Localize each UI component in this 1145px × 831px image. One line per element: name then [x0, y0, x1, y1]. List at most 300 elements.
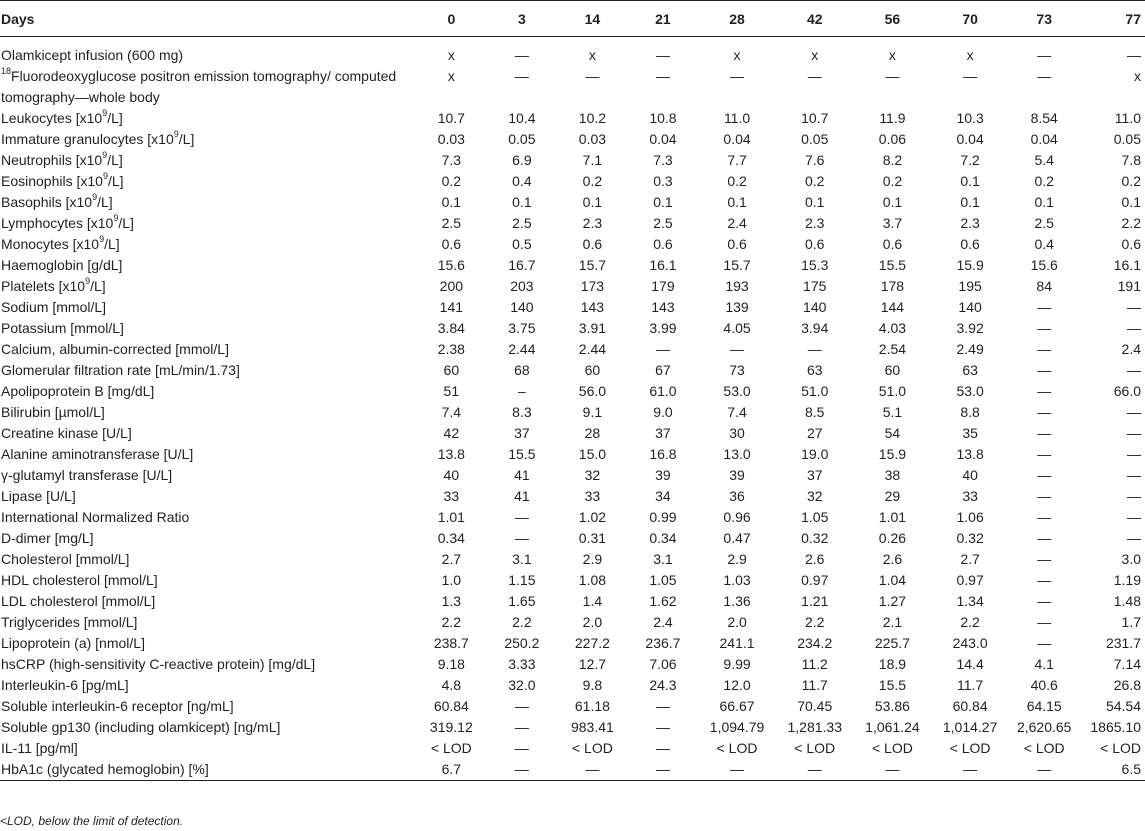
table-cell: 66.67	[719, 697, 755, 714]
table-row	[0, 423, 1145, 444]
table-cell: 15.3	[801, 256, 829, 273]
table-cell: 73	[729, 361, 745, 378]
table-cell: 60.84	[433, 697, 469, 714]
table-cell: 225.7	[874, 634, 910, 651]
table-cell: 7.1	[582, 151, 603, 168]
table-cell: 0.6	[882, 235, 903, 252]
table-cell: 11.0	[1114, 109, 1141, 126]
table-cell: 203	[510, 277, 534, 294]
table-cell: 9.1	[582, 403, 603, 420]
table-cell: 1.3	[441, 592, 462, 609]
table-cell: —	[1127, 445, 1141, 462]
row-label	[0, 192, 416, 213]
table-row	[0, 486, 1145, 507]
table-cell: 3.7	[882, 214, 903, 231]
table-cell: —	[655, 46, 670, 63]
table-row	[0, 381, 1145, 402]
row-label	[0, 213, 416, 234]
table-cell: 1.01	[437, 508, 465, 525]
table-cell: 2.54	[878, 340, 907, 357]
table-cell: 33	[962, 487, 978, 504]
table-cell: 51.0	[878, 382, 907, 399]
table-cell: 9.0	[653, 403, 673, 420]
table-cell: —	[730, 340, 745, 357]
table-cell: 0.1	[960, 172, 980, 189]
table-cell: 1.36	[723, 592, 751, 609]
table-cell: 1.21	[801, 592, 829, 609]
table-cell: 2.44	[508, 340, 536, 357]
table-cell: 0.99	[649, 508, 677, 525]
table-cell: 0.6	[441, 235, 462, 252]
header-day: 73	[1009, 1, 1080, 37]
table-cell: 1.7	[1121, 613, 1141, 630]
table-cell: 2.38	[437, 340, 465, 357]
row-label: Triglycerides [mmol/L]	[1, 613, 138, 630]
table-row	[0, 465, 1145, 486]
table-cell: —	[1037, 487, 1052, 504]
table-cell: 2.0	[582, 613, 603, 630]
table-cell: 0.97	[956, 571, 984, 588]
table-cell: 27	[806, 424, 823, 441]
table-cell: 0.96	[723, 508, 751, 525]
table-cell: 0.32	[956, 529, 984, 546]
table-cell: 63	[806, 361, 823, 378]
row-label-text: Immature granulocytes [x10	[1, 130, 174, 147]
table-cell: —	[1037, 550, 1052, 567]
header-row	[0, 1, 1145, 37]
table-cell: < LOD	[949, 739, 991, 756]
table-cell: 30	[729, 424, 745, 441]
table-cell: 19.0	[801, 445, 829, 462]
table-cell: —	[854, 759, 932, 781]
row-label: D-dimer [mg/L]	[1, 529, 94, 546]
table-cell: —	[655, 340, 670, 357]
table-cell: 41	[514, 487, 530, 504]
table-cell: —	[1037, 529, 1052, 546]
table-cell: 4.8	[441, 676, 462, 693]
table-cell: 2.4	[1121, 340, 1141, 357]
table-cell: 250.2	[504, 634, 540, 651]
table-cell: 1.02	[578, 508, 607, 525]
table-cell: 15.0	[578, 445, 607, 462]
table-cell: 39	[729, 466, 745, 483]
table-cell: 2.4	[727, 214, 747, 231]
header-day: 0	[416, 1, 487, 37]
table-cell: 2.4	[653, 613, 673, 630]
table-cell: 1.08	[578, 571, 607, 588]
table-cell: 238.7	[433, 634, 469, 651]
table-cell: —	[514, 67, 529, 84]
table-cell: x	[811, 46, 819, 63]
table-cell: 200	[439, 277, 464, 294]
table-cell: 32	[584, 466, 601, 483]
table-cell: 193	[725, 277, 749, 294]
table-cell: 1,014.27	[942, 718, 998, 735]
table-cell: 61.0	[649, 382, 677, 399]
row-label-unit: /L]	[90, 277, 106, 294]
table-cell: 36	[729, 487, 745, 504]
table-cell: 35	[962, 424, 978, 441]
table-cell: 0.2	[882, 172, 903, 189]
table-cell: 0.04	[649, 130, 677, 147]
table-cell: 10.8	[649, 109, 677, 126]
table-cell: 7.8	[1121, 151, 1141, 168]
table-cell: 2.9	[727, 550, 747, 567]
table-cell: 141	[439, 298, 464, 315]
table-cell: 14.4	[956, 655, 984, 672]
table-row	[0, 675, 1145, 696]
table-cell: 18.9	[878, 655, 907, 672]
table-cell: 0.2	[1121, 172, 1141, 189]
table-cell: —	[1037, 403, 1052, 420]
table-cell: —	[1127, 508, 1141, 525]
row-label-prefix-superscript: 18	[1, 65, 12, 76]
table-cell: 29	[884, 487, 901, 504]
table-cell: 139	[725, 298, 749, 315]
table-cell: 26.8	[1113, 676, 1141, 693]
table-cell: 227.2	[574, 634, 610, 651]
row-label-superscript: 9	[85, 275, 91, 286]
table-cell: 6.5	[1079, 759, 1145, 781]
table-cell: x	[966, 46, 974, 63]
table-row	[0, 654, 1145, 675]
table-cell: 3.0	[1121, 550, 1141, 567]
table-cell: 32	[806, 487, 823, 504]
table-cell: 8.54	[1030, 109, 1058, 126]
table-cell: 7.4	[727, 403, 747, 420]
table-cell: —	[514, 718, 529, 735]
table-cell: 0.1	[441, 193, 462, 210]
table-row	[0, 738, 1145, 759]
table-cell: 3.84	[437, 319, 465, 336]
table-row	[0, 759, 1145, 781]
table-cell: —	[1037, 46, 1052, 63]
table-cell: —	[1127, 361, 1141, 378]
table-cell: 0.1	[512, 193, 532, 210]
table-cell: 12.0	[723, 676, 751, 693]
row-label-unit: /L]	[97, 193, 113, 210]
table-cell: 4.05	[723, 319, 751, 336]
table-cell: —	[931, 759, 1009, 781]
row-label-unit: /L]	[107, 172, 124, 189]
table-cell: 60	[443, 361, 460, 378]
table-row	[0, 66, 1145, 108]
table-cell: 33	[443, 487, 460, 504]
row-label: HDL cholesterol [mmol/L]	[1, 571, 158, 588]
table-row	[0, 507, 1145, 528]
table-cell: < LOD	[1023, 739, 1065, 756]
table-cell: —	[514, 697, 529, 714]
row-label-unit: /L]	[107, 151, 123, 168]
table-row	[0, 591, 1145, 612]
row-label-unit: /L]	[104, 235, 120, 252]
table-cell: 0.6	[653, 235, 673, 252]
table-cell: 0.05	[1113, 130, 1141, 147]
table-cell: 53.0	[956, 382, 984, 399]
table-cell: 0.2	[1034, 172, 1054, 189]
table-cell: 37	[806, 466, 823, 483]
table-cell: 1.48	[1113, 592, 1141, 609]
table-cell: 2.7	[441, 550, 462, 567]
table-cell: 0.47	[723, 529, 751, 546]
row-label-unit: /L]	[118, 214, 134, 231]
row-label	[0, 108, 416, 129]
table-cell: 0.04	[723, 130, 751, 147]
table-cell: 0.03	[578, 130, 607, 147]
row-label: Cholesterol [mmol/L]	[1, 550, 130, 567]
table-cell: 243.0	[952, 634, 988, 651]
header-day: 21	[628, 1, 699, 37]
table-row	[0, 234, 1145, 255]
header-day: 77	[1079, 1, 1145, 37]
table-cell: 11.0	[723, 109, 751, 126]
table-cell: —	[1037, 508, 1052, 525]
row-label	[0, 66, 416, 108]
table-cell: 13.0	[723, 445, 751, 462]
table-cell: 40.6	[1030, 676, 1058, 693]
table-cell: —	[655, 718, 670, 735]
table-row	[0, 276, 1145, 297]
table-cell: 0.04	[956, 130, 984, 147]
table-row	[0, 297, 1145, 318]
table-cell: 11.9	[879, 109, 906, 126]
row-label	[0, 150, 416, 171]
table-cell: 0.4	[512, 172, 532, 189]
table-cell: —	[1037, 445, 1052, 462]
table-cell: 15.7	[723, 256, 751, 273]
table-cell: —	[1127, 298, 1141, 315]
row-label-superscript: 9	[102, 107, 108, 118]
table-cell: 140	[803, 298, 827, 315]
table-cell: 7.2	[960, 151, 980, 168]
table-cell: —	[1127, 466, 1141, 483]
row-label-superscript: 9	[102, 149, 108, 160]
table-cell: 178	[880, 277, 905, 294]
table-cell: 37	[514, 424, 530, 441]
table-cell: 3.92	[956, 319, 984, 336]
table-cell: 7.7	[727, 151, 747, 168]
row-label: Soluble gp130 (including olamkicept) [ng/mL]	[1, 718, 281, 735]
table-cell: 2.3	[805, 214, 825, 231]
table-cell: —	[807, 340, 822, 357]
row-label: Haemoglobin [g/dL]	[1, 256, 123, 273]
table-cell: —	[655, 697, 670, 714]
table-cell: 3.75	[508, 319, 536, 336]
table-cell: < LOD	[430, 739, 472, 756]
table-cell: 67	[655, 361, 671, 378]
table-cell: 15.5	[878, 256, 907, 273]
row-label	[0, 171, 416, 192]
table-cell: 42	[443, 424, 460, 441]
table-cell: —	[885, 67, 900, 84]
table-cell: —	[1127, 424, 1141, 441]
table-cell: x	[1134, 67, 1141, 84]
row-label: Bilirubin [µmol/L]	[1, 403, 105, 420]
table-cell: 191	[1117, 277, 1141, 294]
header-days-label: Days	[0, 1, 416, 37]
table-cell: 10.7	[801, 109, 829, 126]
table-cell: —	[514, 529, 529, 546]
table-cell: 2.2	[960, 613, 980, 630]
table-cell: 2.49	[956, 340, 984, 357]
table-cell: –	[517, 382, 526, 399]
table-cell: 234.2	[797, 634, 833, 651]
table-cell: x	[588, 46, 596, 63]
row-label: Apolipoprotein B [mg/dL]	[1, 382, 155, 399]
table-cell: 40	[962, 466, 978, 483]
row-label: Lipase [U/L]	[1, 487, 76, 504]
table-cell: 2.3	[960, 214, 980, 231]
table-row	[0, 402, 1145, 423]
table-cell: x	[447, 46, 455, 63]
table-cell: 9.8	[582, 676, 603, 693]
table-row	[0, 108, 1145, 129]
table-cell: 11.7	[957, 676, 984, 693]
table-cell: 39	[655, 466, 671, 483]
table-cell: 54.54	[1105, 697, 1141, 714]
table-cell: 2.2	[1121, 214, 1141, 231]
table-cell: 3.1	[512, 550, 532, 567]
table-cell: 1.06	[956, 508, 984, 525]
table-cell: < LOD	[871, 739, 913, 756]
table-cell: 10.2	[578, 109, 607, 126]
table-cell: —	[1037, 361, 1052, 378]
table-cell: —	[963, 67, 978, 84]
table-cell: 13.8	[437, 445, 465, 462]
table-cell: —	[1127, 529, 1141, 546]
row-label-superscript: 9	[92, 191, 98, 202]
table-cell: 1.0	[441, 571, 462, 588]
table-cell: 2.2	[512, 613, 532, 630]
row-label-superscript: 9	[99, 233, 105, 244]
table-cell: —	[655, 739, 670, 756]
row-label-text: Leukocytes [x10	[1, 109, 103, 126]
row-label-unit: /L]	[178, 130, 195, 147]
table-cell: 40	[443, 466, 460, 483]
header-day: 3	[487, 1, 558, 37]
row-label: Glomerular filtration rate [mL/min/1.73]	[1, 361, 240, 378]
row-label: Potassium [mmol/L]	[1, 319, 124, 336]
table-cell: 53.0	[723, 382, 751, 399]
table-cell: 0.6	[1121, 235, 1141, 252]
table-cell: 0.3	[653, 172, 673, 189]
table-cell: 16.1	[649, 256, 677, 273]
table-cell: —	[1037, 340, 1052, 357]
table-row	[0, 192, 1145, 213]
table-row	[0, 318, 1145, 339]
table-cell: 63	[962, 361, 978, 378]
table-cell: 60	[884, 361, 901, 378]
table-cell: —	[1037, 571, 1052, 588]
table-cell: 1.03	[723, 571, 751, 588]
table-row	[0, 696, 1145, 717]
table-cell: —	[1037, 67, 1052, 84]
table-cell: 6.7	[416, 759, 487, 781]
table-cell: 140	[510, 298, 534, 315]
table-cell: —	[1037, 613, 1052, 630]
table-cell: 15.7	[578, 256, 607, 273]
row-label-text: Fluorodeoxyglucose positron emission tomography/ computed tomography—whole body	[1, 67, 397, 105]
table-cell: 3.33	[508, 655, 536, 672]
table-cell: 15.6	[1030, 256, 1058, 273]
table-cell: 175	[803, 277, 827, 294]
table-cell: 1.04	[878, 571, 907, 588]
table-cell: 0.6	[960, 235, 980, 252]
row-label	[0, 234, 416, 255]
row-label-text: Eosinophils [x10	[1, 172, 103, 189]
table-cell: 2.44	[578, 340, 607, 357]
table-row	[0, 717, 1145, 738]
table-cell: 1.01	[878, 508, 907, 525]
table-cell: 7.6	[805, 151, 825, 168]
table-cell: 2.5	[1034, 214, 1054, 231]
table-cell: 231.7	[1105, 634, 1141, 651]
row-label-text: Platelets [x10	[1, 277, 86, 294]
row-label-text: Neutrophils [x10	[1, 151, 103, 168]
table-cell: 143	[580, 298, 605, 315]
table-cell: 195	[958, 277, 982, 294]
table-cell: —	[1037, 319, 1052, 336]
table-cell: 7.3	[653, 151, 673, 168]
table-cell: 143	[651, 298, 675, 315]
table-cell: 3.99	[649, 319, 677, 336]
table-cell: 241.1	[719, 634, 755, 651]
table-cell: —	[1037, 382, 1052, 399]
row-label	[0, 129, 416, 150]
table-row	[0, 213, 1145, 234]
table-cell: 1.05	[649, 571, 677, 588]
table-cell: 41	[514, 466, 530, 483]
table-cell: 0.1	[582, 193, 603, 210]
table-row	[0, 255, 1145, 276]
table-cell: 1.05	[801, 508, 829, 525]
table-cell: —	[1127, 487, 1141, 504]
table-cell: 28	[584, 424, 601, 441]
table-cell: —	[1127, 46, 1141, 63]
table-cell: 6.9	[512, 151, 532, 168]
table-row	[0, 612, 1145, 633]
row-label: Alanine aminotransferase [U/L]	[1, 445, 194, 462]
table-row	[0, 129, 1145, 150]
table-cell: 0.1	[960, 193, 980, 210]
table-cell: 3.1	[653, 550, 673, 567]
row-label-unit: /L]	[107, 109, 123, 126]
table-cell: 1.65	[508, 592, 536, 609]
table-cell: 0.6	[805, 235, 825, 252]
table-cell: 24.3	[649, 676, 677, 693]
table-cell: 11.2	[801, 655, 828, 672]
table-cell: 0.5	[512, 235, 532, 252]
table-cell: 11.7	[801, 676, 828, 693]
table-cell: 0.4	[1034, 235, 1054, 252]
table-cell: 9.99	[723, 655, 751, 672]
table-cell: 0.31	[578, 529, 607, 546]
table-cell: 0.2	[727, 172, 747, 189]
table-cell: —	[1037, 466, 1052, 483]
table-cell: 4.1	[1034, 655, 1054, 672]
table-cell: 0.05	[508, 130, 536, 147]
table-cell: 64.15	[1026, 697, 1062, 714]
header-day: 28	[698, 1, 776, 37]
table-cell: 15.9	[878, 445, 907, 462]
table-cell: 53.86	[874, 697, 910, 714]
table-cell: 7.4	[441, 403, 462, 420]
table-cell: 51	[443, 382, 460, 399]
table-cell: 0.26	[878, 529, 907, 546]
row-label: Sodium [mmol/L]	[1, 298, 107, 315]
row-label: International Normalized Ratio	[1, 508, 190, 525]
table-cell: —	[698, 759, 776, 781]
